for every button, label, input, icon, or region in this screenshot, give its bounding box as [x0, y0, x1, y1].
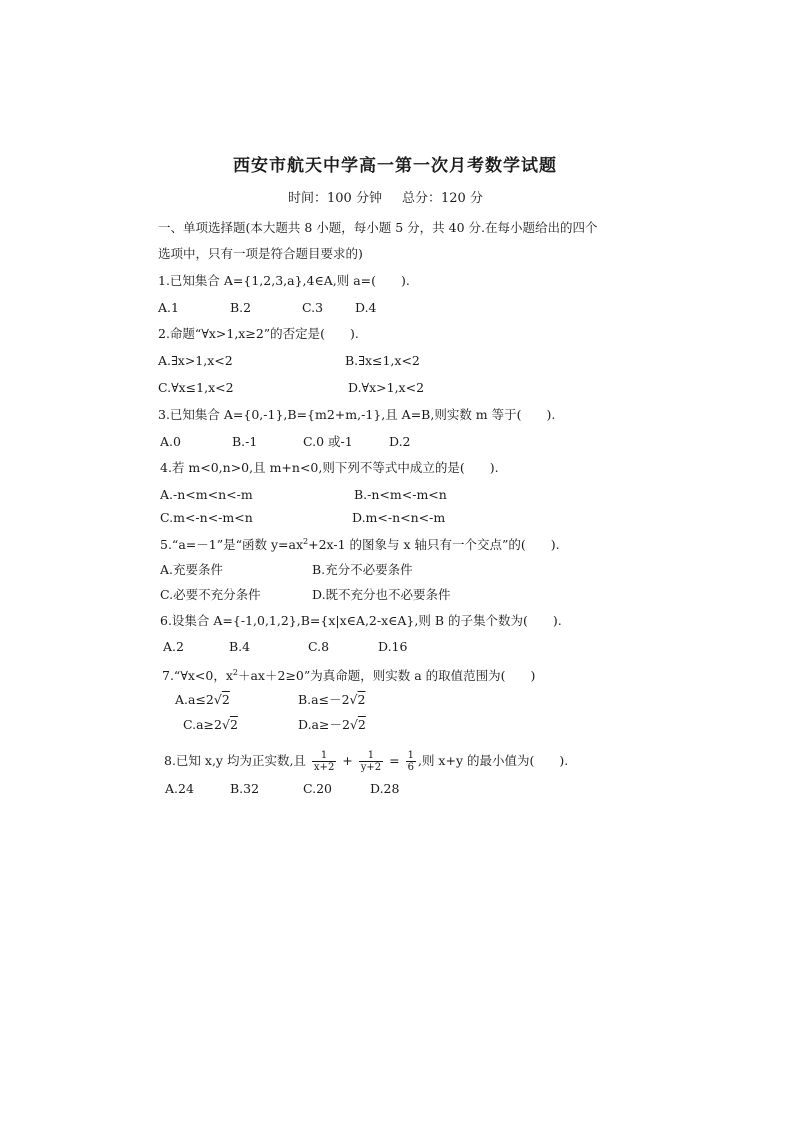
question-7-option-d: D.a≥－2√2: [298, 717, 366, 732]
fraction-2-denominator: y+2: [360, 762, 382, 773]
question-7-option-b-text: B.a≤－2: [298, 692, 350, 707]
question-7-option-d-text: D.a≥－2: [298, 717, 350, 732]
equals-sign: =: [389, 753, 400, 768]
question-5-option-d: D.既不充分也不必要条件: [312, 587, 451, 602]
section-heading-line1: 一、单项选择题(本大题共 8 小题，每小题 5 分，共 40 分.在每小题给出的四个: [158, 220, 598, 235]
question-8-fraction-3: [406, 750, 416, 773]
question-2-option-b: B.∃x≤1,x<2: [345, 353, 420, 368]
question-5-stem-pre: 5.“a=－1”是“函数 y=ax: [160, 537, 303, 553]
question-1-stem: 1.已知集合 A={1,2,3,a},4∈A,则 a=( ).: [158, 273, 410, 288]
question-7-option-a-text: A.a≤2: [175, 692, 214, 707]
question-2-option-a: A.∃x>1,x<2: [158, 353, 233, 368]
question-7-option-a: A.a≤2√2: [175, 692, 230, 707]
question-5-option-a: A.充要条件: [160, 562, 224, 577]
question-8-option-a: A.24: [165, 781, 194, 796]
question-5-stem-post: +2x-1 的图象与 x 轴只有一个交点”的( ).: [308, 537, 560, 553]
question-2-option-d: D.∀x>1,x<2: [348, 380, 425, 395]
question-6-stem: 6.设集合 A={-1,0,1,2},B={x|x∈A,2-x∈A},则 B 的子集个数为( ).: [160, 613, 562, 628]
question-6-option-d: D.16: [378, 639, 408, 654]
question-3-option-d: D.2: [389, 434, 411, 449]
question-1-option-c: C.3: [302, 300, 324, 315]
question-8-option-c: C.20: [303, 781, 332, 796]
question-7-option-d-radicand: 2: [357, 717, 366, 732]
fraction-2-numerator: 1: [359, 750, 383, 762]
question-3-option-c: C.0 或-1: [303, 434, 353, 449]
fraction-1-numerator: 1: [312, 750, 336, 762]
question-7-stem-post: ＋ax＋2≥0”为真命题，则实数 a 的取值范围为( ): [237, 668, 536, 684]
question-5-stem: [160, 534, 560, 553]
fraction-1-denominator: x+2: [313, 762, 335, 773]
question-7-exponent: 2: [232, 668, 238, 677]
question-3-option-a: A.0: [160, 434, 181, 449]
question-5-option-b: B.充分不必要条件: [312, 562, 413, 577]
question-6-option-a: A.2: [163, 639, 184, 654]
question-4-option-b: B.-n<m<-m<n: [354, 487, 447, 502]
question-2-option-c: C.∀x≤1,x<2: [158, 380, 234, 395]
question-8-fraction-2: [359, 750, 383, 773]
page-title: 西安市航天中学高一第一次月考数学试题: [233, 156, 557, 176]
question-3-option-b: B.-1: [232, 434, 258, 449]
question-5-exponent: 2: [303, 537, 309, 546]
question-4-option-a: A.-n<m<n<-m: [160, 487, 253, 502]
question-7-stem: [162, 665, 535, 684]
question-8-option-b: B.32: [230, 781, 260, 796]
fraction-3-numerator: 1: [407, 750, 414, 761]
question-3-stem: 3.已知集合 A={0,-1},B={m2+m,-1},且 A=B,则实数 m 等于( ).: [158, 407, 556, 422]
question-4-stem: 4.若 m<0,n>0,且 m+n<0,则下列不等式中成立的是( ).: [160, 460, 499, 475]
exam-total-score: 总分：120 分: [402, 191, 483, 206]
plus-sign: +: [342, 753, 353, 768]
question-7-stem-pre: 7.“∀x<0，x: [162, 668, 233, 684]
question-8-option-d: D.28: [370, 781, 400, 796]
question-7-option-a-radicand: 2: [221, 692, 230, 707]
fraction-3-denominator: 6: [407, 762, 414, 773]
section-heading-line2: 选项中，只有一项是符合题目要求的): [158, 246, 363, 261]
question-7-option-c: C.a≥2√2: [183, 717, 238, 732]
question-2-stem: 2.命题“∀x>1,x≥2”的否定是( ).: [158, 326, 359, 341]
question-4-option-c: C.m<-n<-m<n: [160, 510, 253, 525]
question-8-stem-pre: 8.已知 x,y 均为正实数,且: [164, 753, 306, 768]
question-1-option-a: A.1: [158, 300, 179, 315]
question-7-option-c-text: C.a≥2: [183, 717, 222, 732]
question-8-stem-post: ,则 x+y 的最小值为( ).: [417, 753, 569, 768]
question-7-option-b-radicand: 2: [357, 692, 366, 707]
question-6-option-c: C.8: [308, 639, 330, 654]
question-8-stem: [164, 748, 568, 774]
question-7-option-b: B.a≤－2√2: [298, 692, 366, 707]
question-1-option-b: B.2: [230, 300, 252, 315]
question-6-option-b: B.4: [229, 639, 251, 654]
question-4-option-d: D.m<-n<n<-m: [352, 510, 446, 525]
exam-time: 时间：100 分钟: [288, 191, 382, 206]
question-5-option-c: C.必要不充分条件: [160, 587, 261, 602]
question-8-fraction-1: [312, 750, 336, 773]
question-1-option-d: D.4: [355, 300, 377, 315]
question-7-option-c-radicand: 2: [229, 717, 238, 732]
